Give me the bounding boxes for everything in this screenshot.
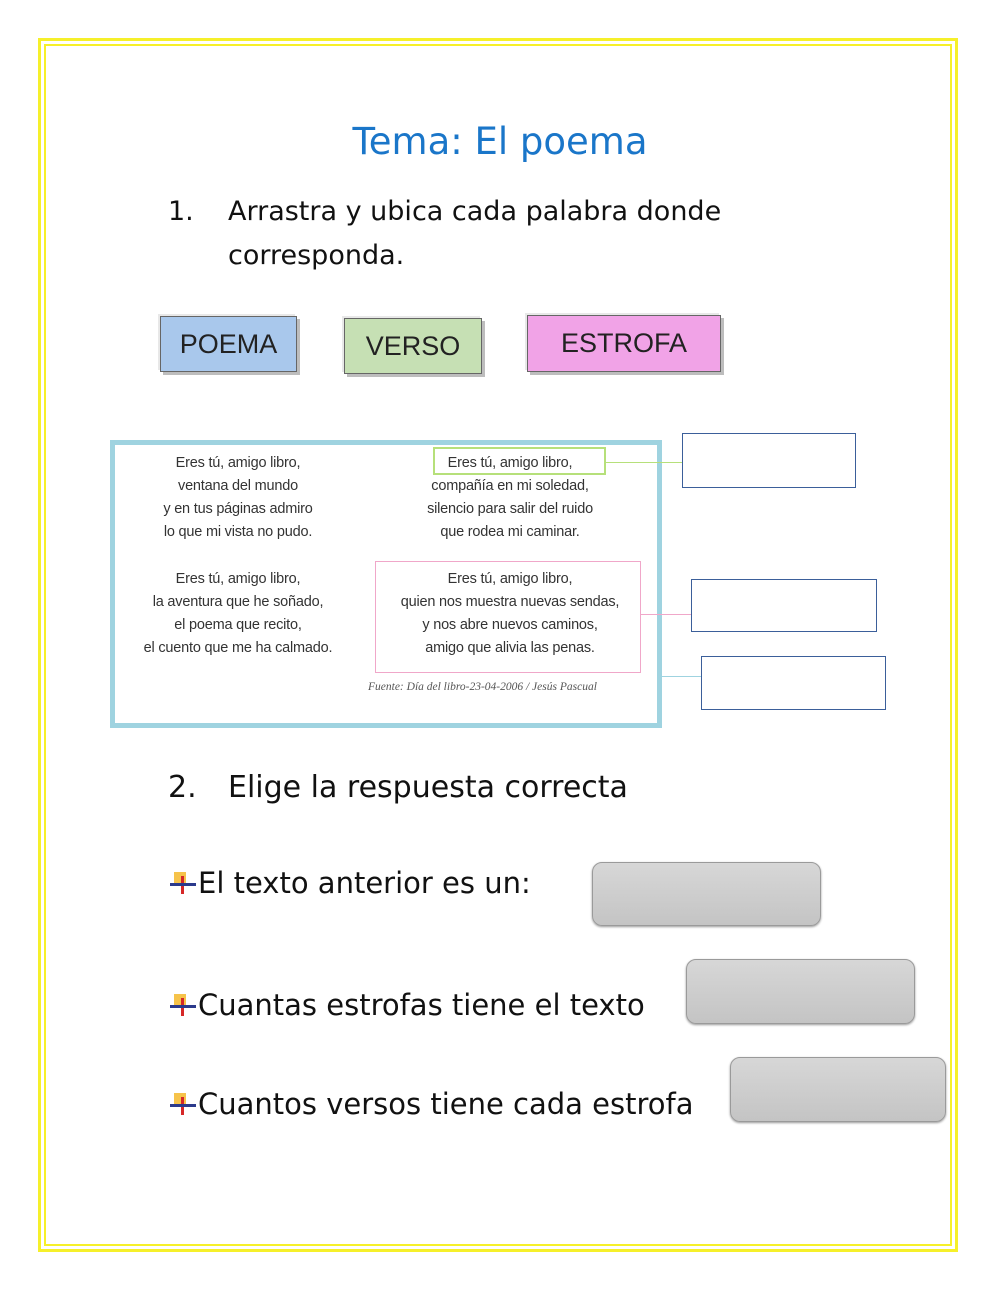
instruction-1-number: 1. [168,196,194,227]
stanza-4-verse: y nos abre nuevos caminos, [422,617,598,633]
drop-box-stanza[interactable] [691,579,877,632]
stanza-4 [380,568,640,660]
label-card-verso[interactable]: VERSO [344,318,482,374]
bullet-arrow-icon [170,994,196,1018]
stanza-3-verse: el cuento que me ha calmado. [143,640,333,656]
page-title: Tema: El poema [352,120,648,163]
instruction-2 [168,766,768,810]
label-card-poema[interactable]: POEMA [160,316,297,372]
question-2-text: Cuantas estrofas tiene el texto [198,988,645,1022]
stanza-2-verse: silencio para salir del ruido [427,501,593,517]
connector-poem [662,676,701,677]
answer-dropdown-1[interactable] [592,862,821,926]
connector-stanza [641,614,691,615]
question-1-text: El texto anterior es un: [198,866,531,900]
question-1 [170,866,531,900]
stanza-3 [118,568,358,660]
stanza-2-verse: que rodea mi caminar. [440,524,580,540]
answer-dropdown-3[interactable] [730,1057,946,1122]
stanza-2-verse: Eres tú, amigo libro, [447,455,573,471]
question-2 [170,988,645,1022]
stanza-1-verse: Eres tú, amigo libro, [175,455,301,471]
instruction-1-line2: corresponda. [228,240,405,271]
stanza-4-verse: amigo que alivia las penas. [425,640,595,656]
drop-box-verse[interactable] [682,433,856,488]
poem-source: Fuente: Día del libro-23-04-2006 / Jesús Pascual [368,681,597,693]
stanza-1-verse: ventana del mundo [178,478,298,494]
stanza-3-verse: Eres tú, amigo libro, [175,571,301,587]
stanza-4-verse: Eres tú, amigo libro, [447,571,573,587]
instruction-2-text: Elige la respuesta correcta [228,770,628,805]
label-card-estrofa[interactable]: ESTROFA [527,315,721,372]
stanza-1 [118,452,358,544]
stanza-2-verse: compañía en mi soledad, [431,478,589,494]
question-3 [170,1087,693,1121]
stanza-1-verse: y en tus páginas admiro [163,501,313,517]
drop-box-poem[interactable] [701,656,886,710]
stanza-2 [380,452,640,544]
stanza-3-verse: el poema que recito, [174,617,302,633]
question-3-text: Cuantos versos tiene cada estrofa [198,1087,694,1121]
stanza-4-verse: quien nos muestra nuevas sendas, [400,594,620,610]
stanza-1-verse: lo que mi vista no pudo. [163,524,313,540]
bullet-arrow-icon [170,1093,196,1117]
instruction-1 [168,190,808,280]
instruction-2-number: 2. [168,770,197,805]
answer-dropdown-2[interactable] [686,959,915,1024]
connector-verse [606,462,682,463]
bullet-arrow-icon [170,872,196,896]
stanza-3-verse: la aventura que he soñado, [152,594,324,610]
instruction-1-line1: Arrastra y ubica cada palabra donde [228,196,722,227]
